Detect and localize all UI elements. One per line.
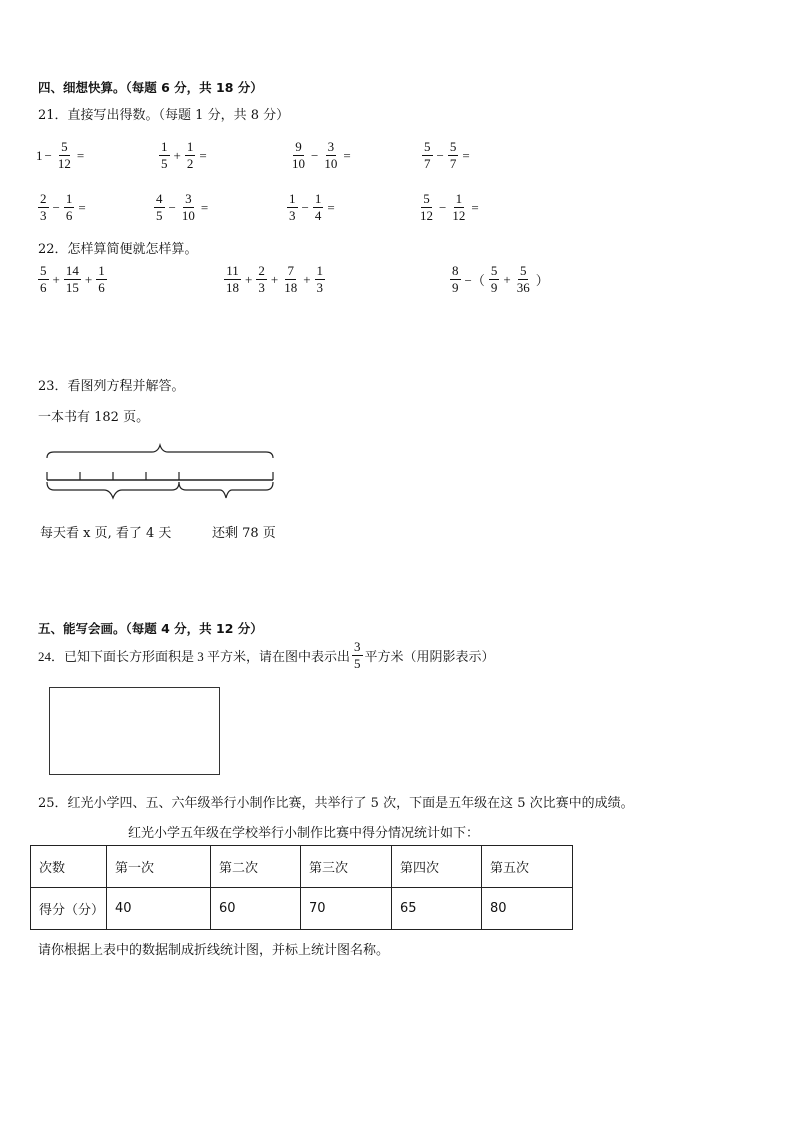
- numerator: 1: [65, 191, 73, 206]
- operator: +: [173, 147, 181, 163]
- q22-expr-3: [448, 264, 551, 295]
- operator: −: [301, 199, 309, 215]
- q23-title: 23．看图列方程并解答。: [38, 379, 185, 394]
- table-cell: 第五次: [482, 846, 573, 888]
- fraction: [422, 140, 433, 171]
- numerator: 14: [65, 263, 79, 278]
- operator: −: [52, 199, 60, 215]
- table-cell: 65: [392, 888, 482, 930]
- fraction: [185, 140, 196, 171]
- fraction: [224, 264, 241, 295]
- q21-expr-5: [36, 192, 88, 223]
- table-cell: 得分（分）: [31, 888, 107, 930]
- q25-instruction: 请你根据上表中的数据制成折线统计图，并标上统计图名称。: [38, 943, 390, 958]
- denominator: 5: [156, 208, 163, 223]
- operator: −: [311, 147, 319, 163]
- table-cell: 70: [301, 888, 392, 930]
- bottom-brace-left: [47, 482, 179, 498]
- numerator: 11: [226, 263, 239, 278]
- q22-title: 22．怎样算简便就怎样算。: [38, 242, 198, 257]
- numerator: 5: [490, 263, 498, 278]
- denominator: 6: [98, 280, 105, 295]
- table-cell: 第一次: [107, 846, 211, 888]
- numerator: 5: [519, 263, 527, 278]
- denominator: 3: [289, 208, 296, 223]
- fraction: [56, 140, 73, 171]
- numerator: 5: [61, 139, 68, 154]
- q24-suffix: 平方米（用阴影表示）: [364, 649, 495, 664]
- q21-expr-4: [420, 140, 472, 171]
- fraction: [64, 192, 75, 223]
- denominator: 10: [292, 156, 305, 171]
- denominator: 6: [65, 208, 73, 223]
- bottom-brace-right: [179, 482, 273, 498]
- operator: −: [436, 147, 444, 163]
- q21-title: 21．直接写出得数。（每题 1 分，共 8 分）: [38, 108, 290, 123]
- q24-prefix: 24．已知下面长方形面积是 3 平方米，请在图中表示出: [38, 649, 351, 664]
- section-5-title: 五、能写会画。（每题 4 分，共 12 分）: [38, 621, 263, 636]
- operator: −: [168, 199, 176, 215]
- operator: +: [270, 271, 279, 287]
- numerator: 4: [156, 191, 163, 206]
- q23-book-text: 一本书有 182 页。: [38, 410, 150, 425]
- denominator: 4: [314, 208, 322, 223]
- denominator: 18: [226, 280, 239, 295]
- denominator: 5: [354, 656, 361, 671]
- denominator: 3: [258, 280, 265, 295]
- denominator: 7: [424, 156, 431, 171]
- fraction: [159, 140, 170, 171]
- table-row: [31, 888, 573, 930]
- equals-sign: =: [471, 199, 479, 215]
- q22-expr-1: [36, 264, 109, 295]
- equals-sign: =: [199, 147, 207, 163]
- denominator: 10: [181, 208, 195, 223]
- operator: −（: [464, 273, 485, 288]
- table-cell: 第四次: [392, 846, 482, 888]
- fraction: [38, 192, 49, 223]
- fraction: [313, 192, 324, 223]
- whole-number: 1: [36, 147, 43, 163]
- numerator: 1: [455, 191, 463, 206]
- denominator: 9: [452, 280, 459, 295]
- denominator: 6: [40, 280, 47, 295]
- operator: +: [503, 271, 511, 287]
- equals-sign: =: [200, 199, 209, 215]
- equals-sign: =: [327, 199, 335, 215]
- q24-text: [38, 640, 495, 671]
- denominator: 18: [284, 280, 298, 295]
- q21-expr-7: [285, 192, 337, 223]
- table-caption: 红光小学五年级在学校举行小制作比赛中得分情况统计如下：: [128, 826, 480, 841]
- numerator: 5: [424, 139, 431, 154]
- denominator: 12: [452, 208, 466, 223]
- numerator: 1: [289, 191, 296, 206]
- operator: +: [303, 271, 311, 287]
- numerator: 1: [314, 191, 322, 206]
- denominator: 12: [420, 208, 433, 223]
- fraction: [38, 264, 49, 295]
- fraction: [287, 192, 298, 223]
- label-days-read: 每天看 x 页, 看了 4 天: [40, 526, 172, 541]
- fraction: [315, 264, 326, 295]
- numerator: 5: [423, 191, 430, 206]
- fraction: [450, 264, 461, 295]
- rectangle-area: [49, 687, 220, 775]
- close-paren: ）: [535, 273, 549, 288]
- q21-expr-2: [157, 140, 209, 171]
- q21-expr-6: [152, 192, 210, 223]
- denominator: 2: [186, 156, 194, 171]
- operator: −: [44, 147, 52, 163]
- denominator: 3: [316, 280, 324, 295]
- numerator: 3: [327, 139, 335, 154]
- numerator: 5: [449, 139, 457, 154]
- fraction: [96, 264, 107, 295]
- numerator: 7: [287, 263, 294, 278]
- numerator: 2: [40, 191, 47, 206]
- denominator: 9: [490, 280, 498, 295]
- fraction: [448, 140, 459, 171]
- q25-title: 25．红光小学四、五、六年级举行小制作比赛，共举行了 5 次，下面是五年级在这 5 次比赛中的成绩。: [38, 796, 634, 811]
- numerator: 5: [40, 263, 47, 278]
- score-table: [30, 845, 573, 930]
- section-4-title: 四、细想快算。（每题 6 分，共 18 分）: [38, 80, 263, 95]
- denominator: 15: [65, 280, 79, 295]
- fraction: [290, 140, 307, 171]
- operator: +: [245, 271, 253, 287]
- fraction: [418, 192, 435, 223]
- numerator: 3: [354, 639, 361, 654]
- numerator: 8: [452, 263, 459, 278]
- equals-sign: =: [76, 147, 85, 163]
- numerator: 3: [185, 191, 192, 206]
- denominator: 36: [516, 280, 530, 295]
- denominator: 10: [324, 156, 338, 171]
- label-pages-left: 还剩 78 页: [212, 526, 276, 541]
- table-cell: 60: [211, 888, 301, 930]
- table-cell: 次数: [31, 846, 107, 888]
- operator: −: [439, 199, 447, 215]
- table-header-row: [31, 846, 573, 888]
- fraction: [515, 264, 532, 295]
- fraction: [489, 264, 500, 295]
- equals-sign: =: [462, 147, 470, 163]
- q21-expr-1: [36, 140, 86, 171]
- top-brace: [47, 445, 273, 458]
- fraction: [352, 640, 363, 671]
- table-cell: 第二次: [211, 846, 301, 888]
- numerator: 1: [161, 139, 168, 154]
- numerator: 2: [258, 263, 265, 278]
- denominator: 12: [57, 156, 71, 171]
- fraction: [64, 264, 81, 295]
- numerator: 1: [316, 263, 324, 278]
- q21-expr-8: [416, 192, 481, 223]
- q21-expr-3: [288, 140, 353, 171]
- fraction: [256, 264, 267, 295]
- table-cell: 40: [107, 888, 211, 930]
- q22-expr-2: [222, 264, 327, 295]
- denominator: 3: [40, 208, 47, 223]
- fraction: [180, 192, 197, 223]
- table-cell: 第三次: [301, 846, 392, 888]
- denominator: 5: [161, 156, 168, 171]
- table-cell: 80: [482, 888, 573, 930]
- fraction: [282, 264, 299, 295]
- denominator: 7: [449, 156, 457, 171]
- equals-sign: =: [78, 199, 86, 215]
- operator: +: [52, 271, 60, 287]
- fraction: [154, 192, 165, 223]
- numerator: 9: [295, 139, 302, 154]
- fraction: [322, 140, 339, 171]
- operator: +: [84, 271, 93, 287]
- equals-sign: =: [343, 147, 351, 163]
- numerator: 1: [98, 263, 105, 278]
- line-segment-diagram: [40, 442, 280, 502]
- numerator: 1: [186, 139, 194, 154]
- fraction: [450, 192, 467, 223]
